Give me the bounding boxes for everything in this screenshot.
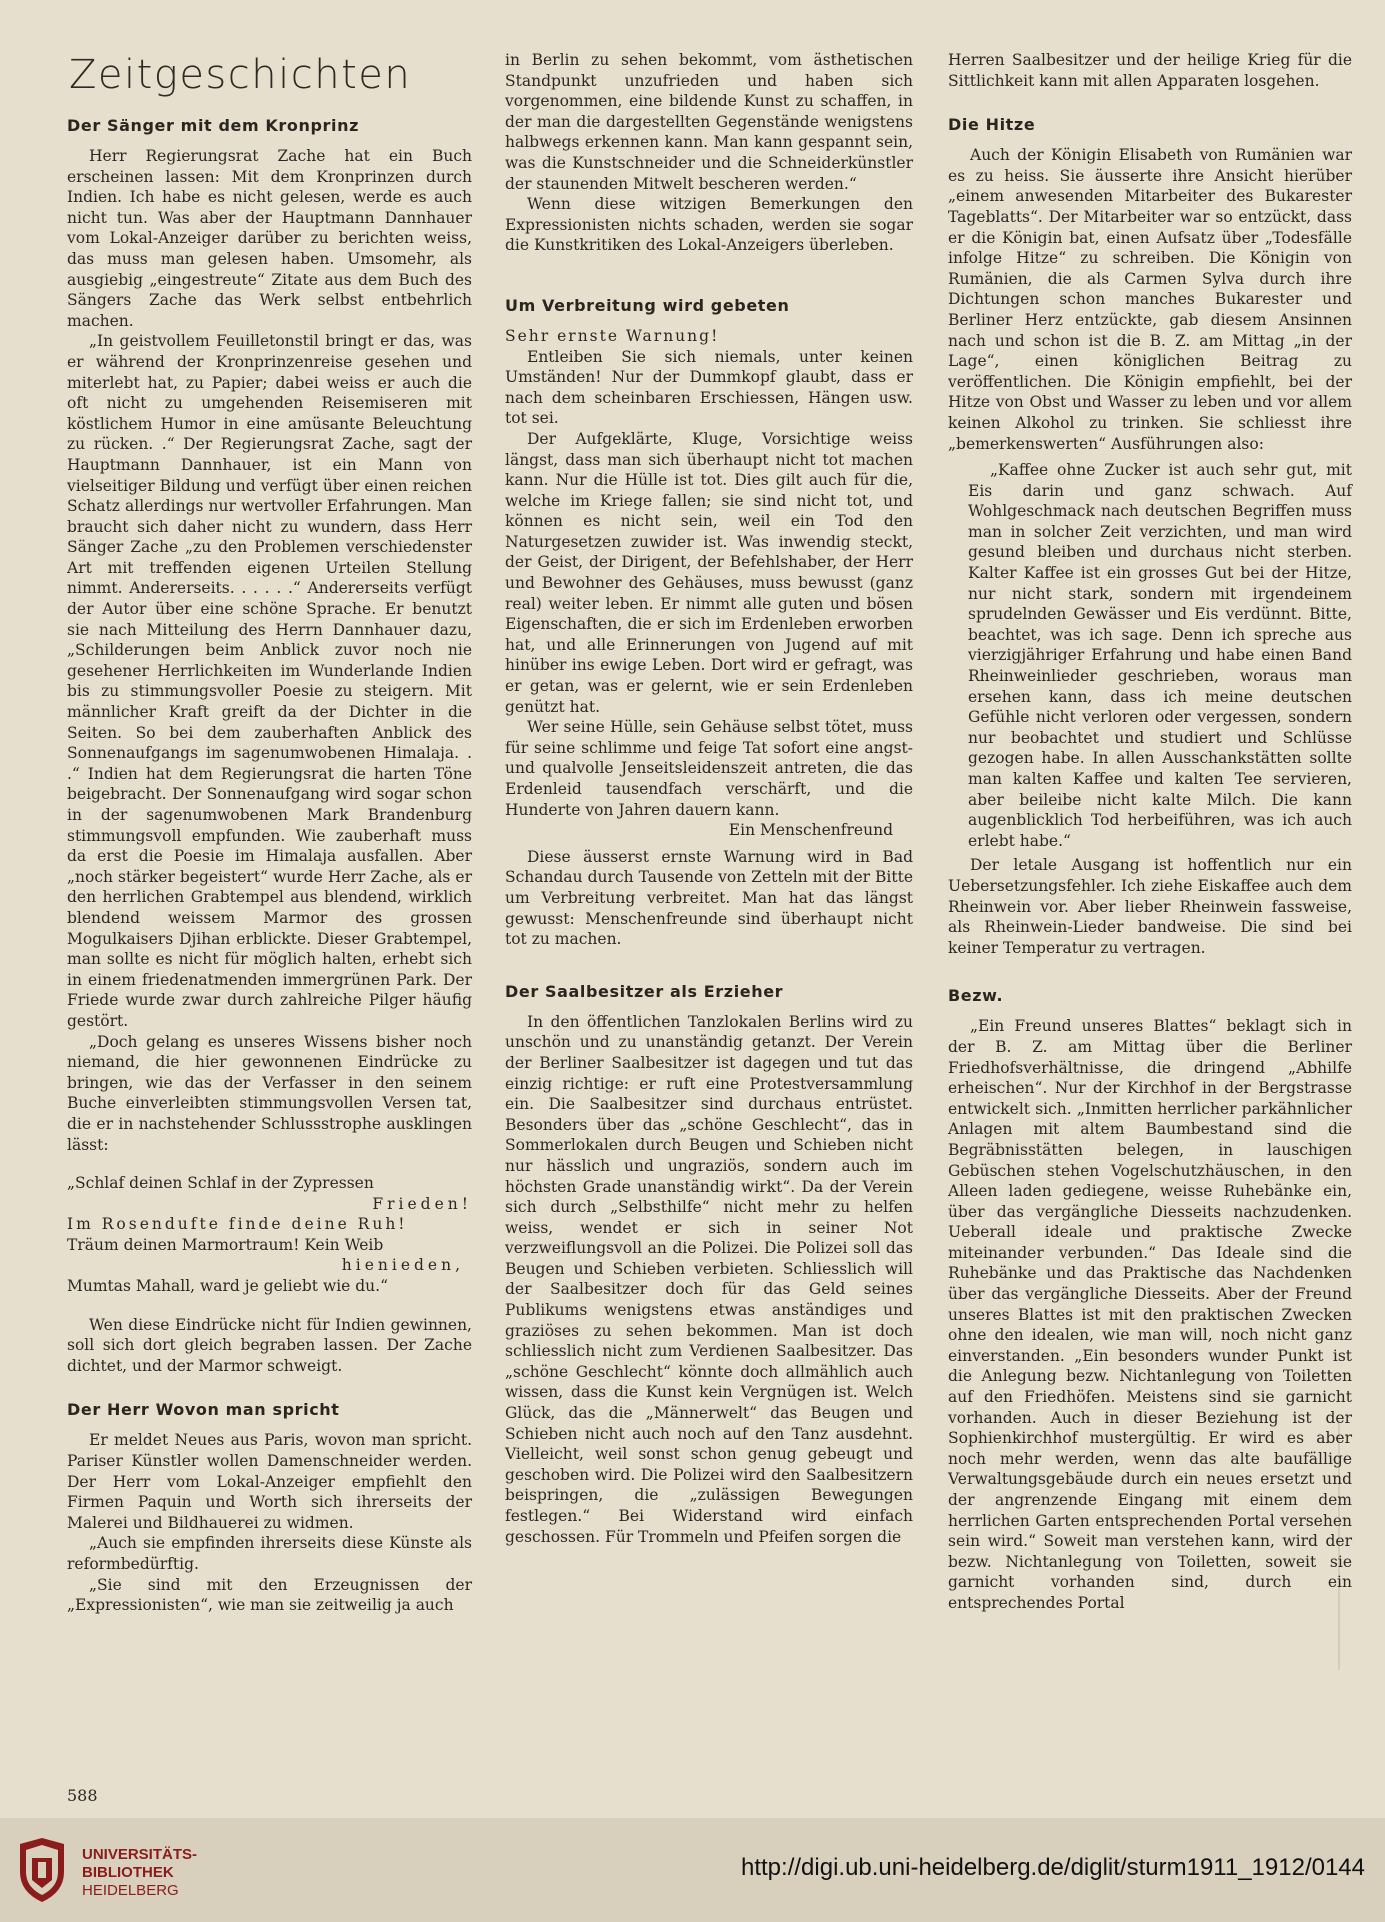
article-heading: Der Sänger mit dem Kronprinz	[67, 116, 359, 135]
paragraph: „Auch sie empfinden ihrerseits diese Künste als reformbedürftig.	[67, 1534, 472, 1573]
paragraph: Der Aufgeklärte, Kluge, Vorsichtige weiss längst, dass man sich überhaupt nicht tot machen kann. Nur die Hülle ist tot. Dies gilt auch für die, welche im Kriege fallen; sie sind nicht tot, und können es nicht sein, weil ein Tod den Naturgesetzen zuwider ist. Was inwendig steckt, der Geist, der Dirigent, der Befehlshaber, der Herr und Bewohner des Gehäuses, muss bewusst (ganz real) weiter leben. Er nimmt alle guten und bösen Eigenschaften, die er sich im Erdenleben erworben hat, und alle Erinnerungen von Jugend auf mit hinüber ins ewige Leben. Dort wird er gefragt, was er getan, was er gelernt, wie er sein Erdenleben genützt hat.	[505, 429, 913, 716]
article-heading: Bezw.	[948, 986, 1004, 1006]
digitization-footer	[0, 1818, 1385, 1922]
source-url-link[interactable]: http://digi.ub.uni-heidelberg.de/diglit/sturm1911_1912/0144	[741, 1854, 1365, 1881]
poem-stanza	[67, 1173, 472, 1297]
page-number: 588	[67, 1786, 98, 1805]
column-3	[948, 50, 1352, 1614]
paragraph: Wenn diese witzigen Bemerkungen den Expressionisten nichts schaden, werden sie sogar die Kunstkritiken des Lokal-Anzeigers überleben.	[505, 195, 913, 255]
poem-line: Mumtas Mahall, ward je geliebt wie du.“	[67, 1277, 389, 1296]
library-name-line: BIBLIOTHEK	[82, 1864, 174, 1881]
library-name	[82, 1846, 197, 1900]
paragraph: in Berlin zu sehen bekommt, vom ästhetischen Standpunkt unzufrieden und haben sich vorgenommen, eine bildende Kunst zu schaffen, in der man die dargestellten Gegenstände wenigstens halbwegs erkennen kann. Man kann gespannt sein, was die Kunstschneider und die Schneiderkünstler der staunenden Mitwelt bescheren werden.“	[505, 51, 913, 193]
masthead-title: Zeitgeschichten	[69, 52, 412, 98]
paragraph: „Ein Freund unseres Blattes“ beklagt sich in der B. Z. am Mittag über die Berliner Friedhofsverhältnisse, die dringend „Abhilfe erheischen“. Nur der Kirchhof in der Bergstrasse entwickelt sich. „Inmitten herrlicher parkähnlicher Anlagen mit altem Baumbestand sind die Begräbnisstätten belegen, in lauschigen Gebüschen stehen Vogelschutzhäuschen, in den Alleen laden gediegene, weisse Ruhebänke ein, über das vergängliche Diesseits nachzudenken. Ueberall ideale und praktische Zwecke miteinander verbunden.“ Das Ideale sind die Ruhebänke und das Praktische das Nachdenken über das vergängliche Diesseits. Aber der Freund unseres Blattes ist mit den praktischen Zwecken ohne den idealen, wie man will, noch nicht ganz einverstanden. „Ein besonders wunder Punkt ist die Anlegung bezw. Nichtanlegung von Toiletten auf den Friedhöfen. Meistens sind sie garnicht vorhanden. Auch in dieser Beziehung ist der Sophienkirchhof mustergültig. Er wird es aber noch mehr werden, wenn das alte baufällige Verwaltungsgebäude durch ein neues ersetzt und der angrenzende Eingang mit einem dem herrlichen Garten entsprechenden Portal versehen sein wird.“ Soweit man verstehen kann, wird der bezw. Nichtanlegung von Toiletten, soweit sie garnicht vorhanden sind, durch ein entsprechendes Portal	[948, 1017, 1352, 1612]
paragraph: Entleiben Sie sich niemals, unter keinen Umständen! Nur der Dummkopf glaubt, dass er nach dem scheinbaren Erschiessen, Hängen usw. tot sei.	[505, 347, 913, 428]
university-library-seal-icon	[14, 1836, 70, 1904]
page-fold-shadow	[1338, 1420, 1340, 1670]
paragraph: Herren Saalbesitzer und der heilige Krieg für die Sittlichkeit kann mit allen Apparaten losgehen.	[948, 51, 1352, 90]
poem-line: „Schlaf deinen Schlaf in der Zypressen	[67, 1174, 374, 1193]
quoted-paragraph: „Kaffee ohne Zucker ist auch sehr gut, mit Eis darin und ganz schwach. Auf Wohlgeschmack nach deutschen Begriffen muss man in solcher Zeit verzichten, und man wird gesund bleiben und durchaus nicht sterben. Kalter Kaffee ist ein grosses Gut bei der Hitze, nur nicht stark, sondern mit irgendeinem sprudelnden Gewässer und Eis verdünnt. Bitte, beachtet, was ich sage. Denn ich spreche aus vierzigjähriger Erfahrung und habe einen Band Rheinweinlieder geschrieben, woraus man ersehen kann, dass ich meine deutschen Gefühle nicht verloren oder vergessen, sondern nur beobachtet und studiert und Schlüsse gezogen habe. In allen Ausschankstätten sollte man kalten Kaffee und kalten Tee servieren, aber beileibe nicht kalte Milch. Die kann augenblicklich Tod herbeiführen, was ich auch erlebt habe.“	[968, 461, 1352, 850]
paragraph: Er meldet Neues aus Paris, wovon man spricht. Pariser Künstler wollen Damenschneider werden. Der Herr vom Lokal-Anzeiger empfiehlt den Firmen Paquin und Worth sich ihrerseits der Malerei und Bildhauerei zu widmen.	[67, 1431, 472, 1532]
library-name-line: UNIVERSITÄTS-	[82, 1846, 198, 1863]
signature: Ein Menschenfreund	[728, 821, 893, 840]
poem-line: hienieden,	[341, 1256, 464, 1275]
paragraph: Der letale Ausgang ist hoffentlich nur ein Uebersetzungsfehler. Ich ziehe Eiskaffee auch dem Rheinwein vor. Aber lieber Rheinwein fassweise, als Rheinwein-Lieder bandweise. Die sind bei keiner Temperatur zu vertragen.	[948, 856, 1352, 957]
column-1	[67, 38, 472, 1616]
paragraph: Wer seine Hülle, sein Gehäuse selbst tötet, muss für seine schlimme und feige Tat sofort eine angst- und qualvolle Jenseitsleidenszeit antreten, die das Erdenleid tausendfach verschärft, und die Hunderte von Jahren dauern kann.	[505, 718, 913, 819]
library-name-line: HEIDELBERG	[82, 1882, 179, 1899]
paragraph: „Sie sind mit den Erzeugnissen der „Expressionisten“, wie man sie zeitweilig ja auch	[67, 1575, 472, 1615]
paragraph: Diese äusserst ernste Warnung wird in Bad Schandau durch Tausende von Zetteln mit der Bitte um Verbreitung verbreitet. Man hat das längst gewusst: Menschenfreunde sind überhaupt nicht tot zu machen.	[505, 847, 913, 949]
poem-line: Frieden!	[372, 1194, 472, 1213]
paragraph: „Doch gelang es unseres Wissens bisher noch niemand, die hier gewonnenen Eindrücke zu bringen, wie das der Verfasser in den seinem Buche einverleibten stimmungsvollen Versen tat, die er in nachstehender Schlussstrophe ausklingen lässt:	[67, 1032, 472, 1154]
paragraph: In den öffentlichen Tanzlokalen Berlins wird zu unschön und zu unanständig getanzt. Der Verein der Berliner Saalbesitzer ist dagegen und tut das einzig richtige: er ruft eine Protestversammlung ein. Die Saalbesitzer sind durchaus entrüstet. Besonders über das „schöne Geschlecht“, das in Sommerlokalen durch Beugen und Schieben nicht nur hässlich und ungraziös, sondern auch im höchsten Grade unanständig wirkt“. Da der Verein sich durch „Selbsthilfe“ nicht mehr zu helfen weiss, wendet er sich in seiner Not verzweiflungsvoll an die Polizei. Die Polizei soll das Beugen und Schieben verbieten. Schliesslich will der Saalbesitzer doch für das Geld seines Publikums wenigstens etwas anständiges und graziöses zu sehen bekommen. Man ist doch schliesslich nicht zum Verdienen Saalbesitzer. Das „schöne Geschlecht“ könnte doch allmählich auch wissen, dass die Kunst kein Vergnügen ist. Welch Glück, das die „Männerwelt“ das Beugen und Schieben nicht auch noch auf den Tanz ausdehnt. Vielleicht, weil sonst schon genug gebeugt und geschoben wird. Die Polizei wird den Saalbesitzern beispringen, die „zulässigen Bewegungen festlegen.“ Bei Widerstand wird einfach geschossen. Für Trommeln und Pfeifen sorgen die	[505, 1012, 913, 1546]
article-heading: Um Verbreitung wird gebeten	[505, 295, 790, 315]
paragraph: Auch der Königin Elisabeth von Rumänien war es zu heiss. Sie äusserte ihre Ansicht hierüber „einem anwesenden Mitarbeiter des Bukarester Tageblatts“. Der Mitarbeiter war so entzückt, dass er die Königin bat, einen Aufsatz über „Todesfälle infolge Hitze“ zu schreiben. Die Königin von Rumänien, die als Carmen Sylva durch ihre Dichtungen schon manches Bukarester und Berliner Herz entzückte, gab diesem Ansinnen nach und schon ist die B. Z. am Mittag „in der Lage“, einen königlichen Beitrag zu veröffentlichen. Die Königin empfiehlt, bei der Hitze von Obst und Wasser zu leben und vor allem keinen Alkohol zu trinken. Sie schliesst ihre „bemerkenswerten“ Ausführungen also:	[948, 146, 1352, 453]
column-2	[505, 50, 913, 1547]
article-subheading: Sehr ernste Warnung!	[505, 326, 720, 345]
paragraph: Herr Regierungsrat Zache hat ein Buch erscheinen lassen: Mit dem Kronprinzen durch Indien. Ich habe es nicht gelesen, werde es auch nicht tun. Was aber der Hauptmann Dannhauer vom Lokal-Anzeiger darüber zu berichten weiss, das muss man gelesen haben. Umsomehr, als ausgiebig „eingestreute“ Zitate aus dem Buch des Sängers Zache das Werk selbst entbehrlich machen.	[67, 147, 472, 330]
article-heading: Der Herr Wovon man spricht	[67, 1400, 340, 1420]
article-heading: Die Hitze	[948, 115, 1036, 135]
article-heading: Der Saalbesitzer als Erzieher	[505, 981, 784, 1001]
poem-line: Träum deinen Marmortraum! Kein Weib	[67, 1235, 384, 1254]
paragraph: „In geistvollem Feuilletonstil bringt er das, was er während der Kronprinzenreise gesehen und miterlebt hat, zu Papier; dabei weiss er auch die oft nicht zu umgehenden Reisemiseren mit köstlichem Humor in eine amüsante Beleuchtung zu rücken. .“ Der Regierungsrat Zache, sagt der Hauptmann Dannhauer, ist ein Mann von vielseitiger Bildung und verfügt über einen reichen Schatz allerdings nur wertvoller Erfahrungen. Man braucht sich daher nicht zu wundern, dass Herr Sänger Zache „zu den Problemen verschiedenster Art mit treffenden eigenen Urteilen Stellung nimmt. Andererseits. . . . . .“ Andererseits verfügt der Autor über eine schöne Sprache. Er benutzt sie nach Mitteilung des Herrn Dannhauer dazu, „Schilderungen beim Anblick zuvor noch nie gesehener Herrlichkeiten im Wunderlande Indien bis zu stimmungsvoller Poesie zu steigern. Mit männlicher Kraft greift da der Dichter in die Seiten. So bei dem zauberhaften Anblick des Sonnenaufgangs im sagenumwobenen Himalaja. . .“ Indien hat dem Regierungsrat die harten Töne beigebracht. Der Sonnenaufgang wird sogar schon in der sagenumwobenen Mark Brandenburg stimmungsvoll empfunden. Wie zauberhaft muss da erst die Poesie im Himalaja ausfallen. Aber „noch stärker begeistert“ wurde Herr Zache, als er den herrlichen Grabtempel aus blendend, wirklich blendend weissem Marmor des grossen Mogulkaisers Djihan erblickte. Dieser Grabtempel, man sollte es nicht für möglich halten, erhebt sich in einem friedenatmenden immergrünen Park. Der Friede wurde zwar durch zahlreiche Pilger häufig gestört.	[67, 332, 472, 1030]
poem-line: Im Rosendufte finde deine Ruh!	[67, 1215, 408, 1234]
paragraph: Wen diese Eindrücke nicht für Indien gewinnen, soll sich dort gleich begraben lassen. Der Zache dichtet, und der Marmor schweigt.	[67, 1315, 472, 1375]
